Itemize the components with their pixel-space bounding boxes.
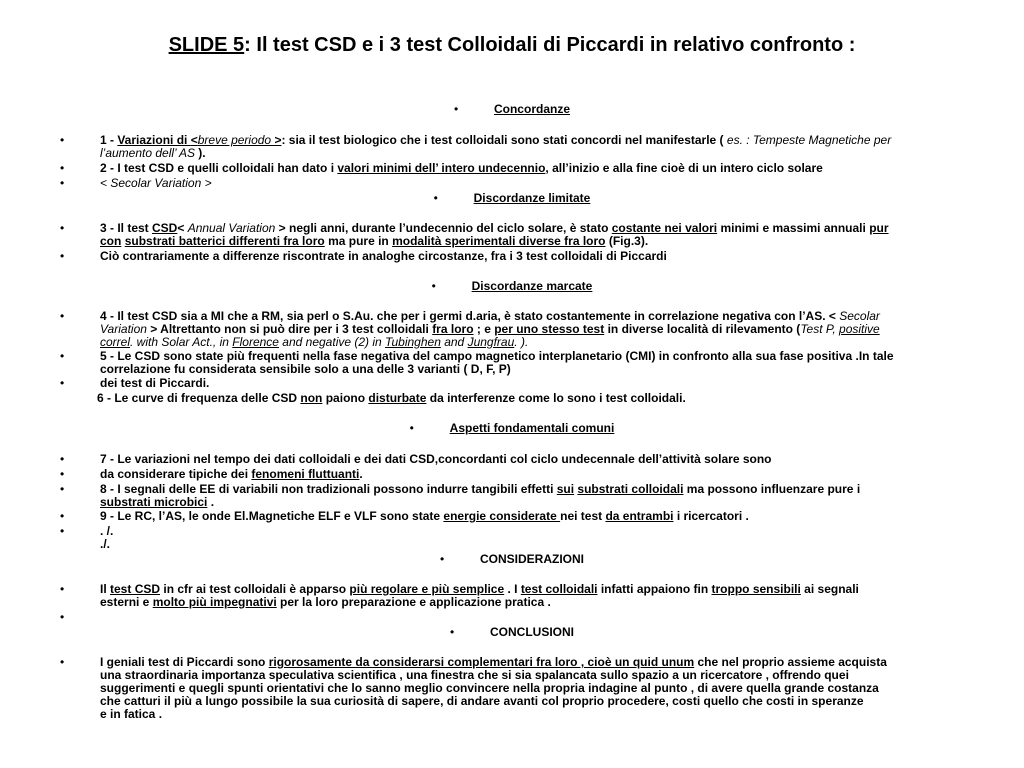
text: Il <box>100 582 111 596</box>
text: positive <box>839 322 880 336</box>
text: per uno stesso test <box>494 322 605 336</box>
text: esterni e <box>100 595 153 609</box>
bullet: • <box>60 309 65 323</box>
text: Variation <box>100 322 147 336</box>
bullet: • <box>60 452 65 466</box>
text: da interferenze come lo sono i test colloidali. <box>426 391 686 405</box>
text: energie considerate <box>443 509 561 523</box>
text: (Fig.3). <box>605 234 649 248</box>
text: breve periodo <box>197 133 275 147</box>
text: Test P, <box>800 322 840 336</box>
text: . <box>359 467 363 481</box>
text: sui <box>556 482 575 496</box>
bullet: • <box>60 176 65 190</box>
bullet: • <box>60 655 65 669</box>
text: 1 - <box>100 133 118 147</box>
bullet: • <box>431 279 436 293</box>
heading-concordanze <box>0 103 1024 116</box>
text: . /. <box>100 524 114 538</box>
text: più regolare e più semplice <box>349 582 505 596</box>
text: . <box>207 495 215 509</box>
text: . ). <box>514 335 529 349</box>
heading-aspetti-comuni <box>0 422 1024 435</box>
text: i ricercatori . <box>673 509 749 523</box>
text: costante nei valori <box>611 221 718 235</box>
text: infatti appaiono fin <box>597 582 712 596</box>
text: Florence <box>232 335 279 349</box>
bullet: • <box>60 349 65 363</box>
text: ; e <box>473 322 495 336</box>
bullet: • <box>450 625 455 639</box>
bullet: • <box>409 421 414 435</box>
text: I geniali test di Piccardi sono <box>100 655 269 669</box>
text: nei test <box>560 509 606 523</box>
text: che catturi il più a lungo possibile la sua curiosità di sapere, di andare avanti col proprio procedere, costi quello che costi in speranze <box>100 694 864 708</box>
text: ai segnali <box>800 582 859 596</box>
text: 3 - Il test <box>100 221 153 235</box>
slide-title-text: : Il test CSD e i 3 test Colloidali di Piccardi in relativo confronto : <box>244 34 856 56</box>
text: non <box>300 391 323 405</box>
text: : sia il test biologico che i test colloidali sono stati concordi nel manifestarle ( <box>281 133 727 147</box>
bullet: • <box>60 161 65 175</box>
text: ./. <box>100 537 111 551</box>
text: Ciò contrariamente a differenze riscontrate in analoghe circostanze, fra i 3 test colloidali di Piccardi <box>100 249 667 263</box>
bullet: • <box>60 610 65 624</box>
text: 2 - I test CSD e quelli colloidali han dato i <box>100 161 338 175</box>
bullet: • <box>60 467 65 481</box>
text: dei test di Piccardi. <box>100 376 210 390</box>
text: in diverse località di rilevamento ( <box>604 322 801 336</box>
bullet: • <box>60 582 65 596</box>
slide-number: SLIDE 5 <box>168 34 245 56</box>
text: correl <box>100 335 131 349</box>
paragraph-6 <box>97 392 977 405</box>
text: ma possono influenzare pure i <box>683 482 861 496</box>
text: substrati colloidali <box>577 482 684 496</box>
text: fenomeni fluttuanti <box>251 467 360 481</box>
text: modalità sperimentali diverse fra loro <box>392 234 606 248</box>
text: Variazioni di <box>117 133 191 147</box>
heading-text: CONSIDERAZIONI <box>479 552 584 566</box>
text: minimi e massimi annuali <box>717 221 870 235</box>
heading-discordanze-marcate <box>0 280 1024 293</box>
text: 6 - Le curve di frequenza delle CSD <box>97 391 301 405</box>
text: test colloidali <box>520 582 598 596</box>
bullet: • <box>433 191 438 205</box>
text: una straordinaria importanza speculativa scientifica , una finestra che si sia spalancata sullo spazio a un ricercatore , offrendo quei <box>100 668 849 682</box>
text: e in fatica . <box>100 707 163 721</box>
text: cioè un quid unum <box>587 655 695 669</box>
text: < <box>177 221 188 235</box>
text: ). <box>198 146 206 160</box>
bullet: • <box>60 524 65 538</box>
text: . with Solar Act., in <box>130 335 233 349</box>
text: > Altrettanto non si può dire per i 3 test colloidali <box>146 322 433 336</box>
text: troppo sensibili <box>711 582 801 596</box>
text: per la loro preparazione e applicazione pratica . <box>276 595 551 609</box>
bullet: • <box>453 102 459 116</box>
text: CSD <box>152 221 178 235</box>
text: > <box>274 133 282 147</box>
text: disturbate <box>368 391 427 405</box>
text: and negative (2) in <box>278 335 386 349</box>
text: < Secolar Variation > <box>100 176 212 190</box>
text: paiono <box>322 391 369 405</box>
text: 7 - Le variazioni nel tempo dei dati colloidali e dei dati CSD,concordanti col ciclo undecennale dell’attività solare sono <box>100 452 772 466</box>
text: in cfr ai test colloidali è apparso <box>160 582 350 596</box>
slide-title <box>0 34 1024 57</box>
text: rigorosamente da considerarsi complementari fra loro , <box>268 655 588 669</box>
text: 5 - Le CSD sono state più frequenti nella fase negativa del campo magnetico interplanetario (CMI) in confronto alla sua fase positiva .In tale <box>100 349 894 363</box>
bullet: • <box>60 249 65 263</box>
text: 4 - Il test CSD sia a MI che a RM, sia perl o S.Au. che per i germi d.aria, è stato costantemente in correlazione negativa con l’AS. < <box>100 309 840 323</box>
heading-discordanze-limitate <box>0 192 1024 205</box>
heading-text: Discordanze marcate <box>471 279 593 293</box>
heading-considerazioni <box>0 553 1024 566</box>
text: l’aumento dell’ AS <box>100 146 199 160</box>
text: 9 - Le RC, l’AS, le onde El.Magnetiche ELF e VLF sono state <box>100 509 444 523</box>
heading-text: Concordanze <box>493 102 570 116</box>
text: Jungfrau <box>467 335 515 349</box>
text: valori minimi dell’ intero undecennio <box>337 161 546 175</box>
bullet: • <box>60 376 65 390</box>
text: molto più impegnativi <box>152 595 277 609</box>
text: fra loro <box>432 322 474 336</box>
heading-text: Discordanze limitate <box>473 191 591 205</box>
text: ma pure in <box>324 234 393 248</box>
text: substrati batterici differenti fra loro <box>124 234 325 248</box>
heading-text: CONCLUSIONI <box>490 625 574 639</box>
bullet: • <box>60 221 65 235</box>
heading-conclusioni <box>0 626 1024 639</box>
text: > negli anni, durante l’undecennio del ciclo solare, è stato <box>275 221 612 235</box>
text: es. : Tempeste Magnetiche per <box>726 133 892 147</box>
text: , all’inizio e alla fine cioè di un intero ciclo solare <box>545 161 823 175</box>
text: che nel proprio assieme acquista <box>694 655 887 669</box>
bullet: • <box>60 482 65 496</box>
text: and <box>440 335 468 349</box>
text: da considerare tipiche dei <box>100 467 252 481</box>
text: correlazione fu considerata sensibile solo a una delle 3 varianti ( D, F, P) <box>100 362 511 376</box>
text: da entrambi <box>605 509 674 523</box>
text: Annual Variation <box>187 221 276 235</box>
text: substrati microbici <box>100 495 208 509</box>
bullet: • <box>60 509 65 523</box>
heading-text: Aspetti fondamentali comuni <box>449 421 615 435</box>
text: suggerimenti e quegli spunti orientativi che lo sanno meglio convincere nella propria indagine al punto , di avere quella grande costanza <box>100 681 879 695</box>
text: pur <box>869 221 889 235</box>
bullet: • <box>439 552 445 566</box>
text: < <box>190 133 198 147</box>
text: test CSD <box>110 582 161 596</box>
bullet: • <box>60 133 65 147</box>
text: Tubinghen <box>385 335 441 349</box>
text: Secolar <box>839 309 880 323</box>
text: 8 - I segnali delle EE di variabili non tradizionali possono indurre tangibili effetti <box>100 482 557 496</box>
text: con <box>100 234 122 248</box>
text: . I <box>504 582 521 596</box>
